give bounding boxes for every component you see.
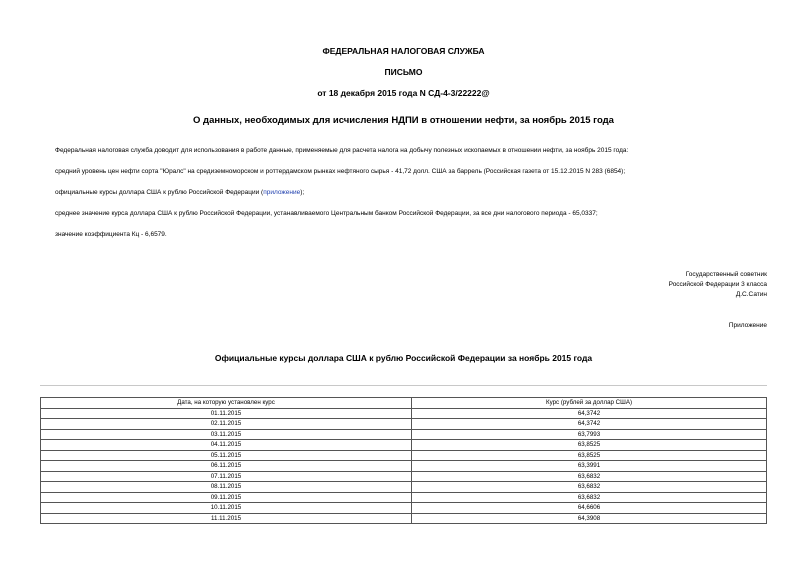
table-header-row xyxy=(41,398,767,409)
date-cell: 07.11.2015 xyxy=(41,471,412,482)
rate-cell: 63,7993 xyxy=(412,429,767,440)
signature-title: Государственный советник xyxy=(685,271,767,278)
document-subject: О данных, необходимых для исчисления НДПИ в отношении нефти, за ноябрь 2015 года xyxy=(193,115,614,126)
table-row xyxy=(41,492,767,503)
rate-cell: 63,3991 xyxy=(412,461,767,472)
table-row xyxy=(41,450,767,461)
table-row xyxy=(41,503,767,514)
signature-block xyxy=(669,270,767,300)
table-row xyxy=(41,440,767,451)
date-cell: 02.11.2015 xyxy=(41,419,412,430)
signature-name: Д.С.Сатин xyxy=(735,291,767,298)
date-cell: 03.11.2015 xyxy=(41,429,412,440)
rates-paragraph xyxy=(55,189,775,196)
column-header-date: Дата, на которую установлен курс xyxy=(41,398,412,409)
rate-cell: 64,3742 xyxy=(412,408,767,419)
rate-cell: 64,3908 xyxy=(412,513,767,524)
table-row xyxy=(41,429,767,440)
date-cell: 11.11.2015 xyxy=(41,513,412,524)
urals-price-paragraph: средний уровень цен нефти сорта "Юралс" на средиземноморском и роттердамском рынках нефтяного сырья - 41,72 долл. США за баррель (Российская газета от 15.12.2015 N 283 (6854); xyxy=(55,168,626,175)
appendix-link[interactable]: приложение xyxy=(263,189,301,196)
table-top-rule xyxy=(40,385,767,386)
rate-cell: 63,8525 xyxy=(412,440,767,451)
date-cell: 05.11.2015 xyxy=(41,450,412,461)
document-type-heading: ПИСЬМО xyxy=(384,67,423,77)
table-row xyxy=(41,461,767,472)
rate-cell: 63,6832 xyxy=(412,471,767,482)
appendix-title: Официальные курсы доллара США к рублю Российской Федерации за ноябрь 2015 года xyxy=(214,353,593,363)
rate-cell: 64,6606 xyxy=(412,503,767,514)
rate-cell: 63,8525 xyxy=(412,450,767,461)
table-row xyxy=(41,471,767,482)
table-row xyxy=(41,408,767,419)
average-rate-paragraph: среднее значение курса доллара США к рублю Российской Федерации, устанавливаемого Центральным банком Российской Федерации, за все дни налогового периода - 65,0337; xyxy=(55,210,598,217)
document-date-number: от 18 декабря 2015 года N СД-4-3/22222@ xyxy=(317,88,490,98)
date-cell: 01.11.2015 xyxy=(41,408,412,419)
date-cell: 04.11.2015 xyxy=(41,440,412,451)
table-row xyxy=(41,419,767,430)
intro-paragraph: Федеральная налоговая служба доводит для использования в работе данные, применяемые для расчета налога на добычу полезных ископаемых в отношении нефти, за ноябрь 2015 года: xyxy=(55,147,629,154)
coefficient-paragraph: значение коэффициента Кц - 6,6579. xyxy=(55,231,167,238)
signature-rank: Российской Федерации 3 класса xyxy=(668,281,767,288)
rates-paragraph-prefix: официальные курсы доллара США к рублю Российской Федерации ( xyxy=(55,189,264,196)
date-cell: 08.11.2015 xyxy=(41,482,412,493)
agency-heading: ФЕДЕРАЛЬНАЯ НАЛОГОВАЯ СЛУЖБА xyxy=(322,46,485,56)
date-cell: 06.11.2015 xyxy=(41,461,412,472)
column-header-rate: Курс (рублей за доллар США) xyxy=(412,398,767,409)
appendix-label: Приложение xyxy=(728,322,767,329)
rate-cell: 64,3742 xyxy=(412,419,767,430)
table-row xyxy=(41,513,767,524)
rates-paragraph-suffix: ); xyxy=(300,189,305,196)
date-cell: 10.11.2015 xyxy=(41,503,412,514)
exchange-rates-table xyxy=(40,397,767,524)
table-row xyxy=(41,482,767,493)
rate-cell: 63,6832 xyxy=(412,492,767,503)
date-cell: 09.11.2015 xyxy=(41,492,412,503)
rate-cell: 63,6832 xyxy=(412,482,767,493)
